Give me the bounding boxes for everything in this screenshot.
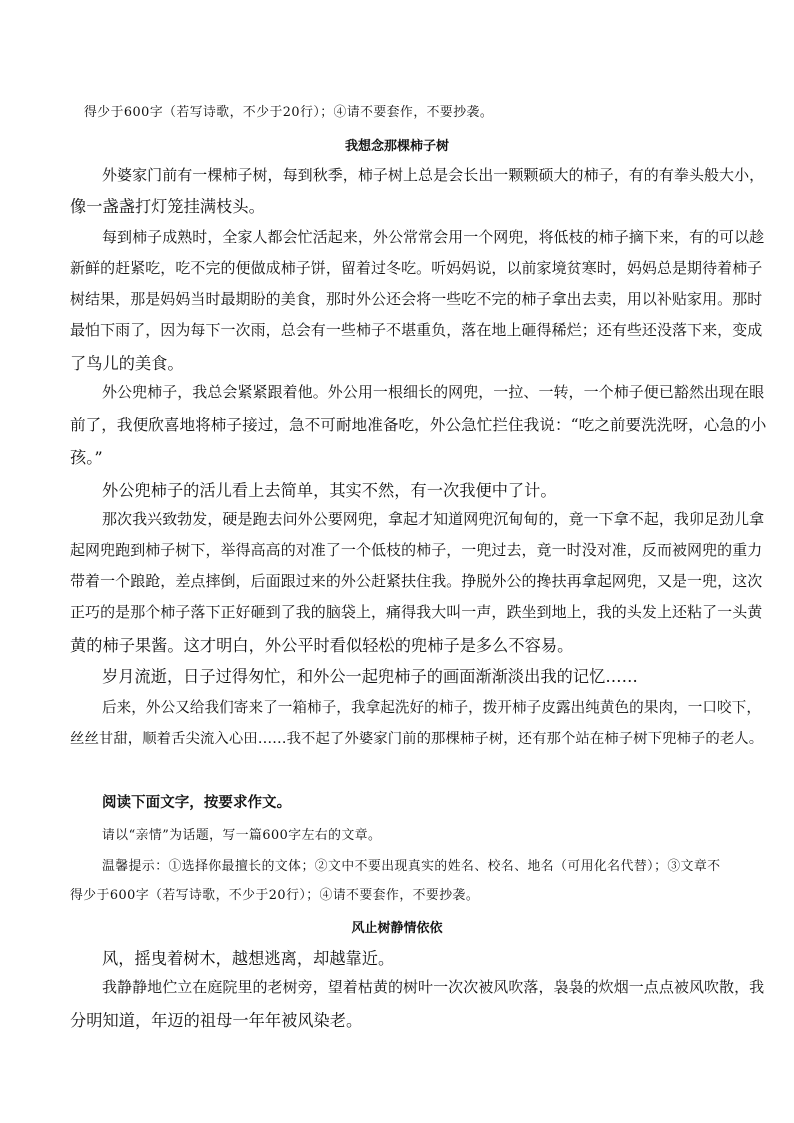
- paragraph-line: 每到柿子成熟时，全家人都会忙活起来，外公常常会用一个网兜，将低枝的柿子摘下来，有的可以趁: [102, 228, 765, 246]
- prompt-heading: 阅读下面文字，按要求作文。: [102, 794, 292, 811]
- paragraph-line: 岁月流逝，日子过得匆忙，和外公一起兜柿子的画面渐渐淡出我的记忆……: [102, 667, 638, 686]
- paragraph-line: 外婆家门前有一棵柿子树，每到秋季，柿子树上总是会长出一颗颗硕大的柿子，有的有拳头般大小，: [102, 166, 765, 184]
- paragraph-line: 孩。”: [70, 448, 103, 467]
- prompt-tips: 得少于600字（若写诗歌，不少于20行）；④请不要套作，不要抄袭。: [70, 888, 480, 903]
- paragraph-line: 起网兜跑到柿子树下，举得高高的对准了一个低枝的柿子，一兜过去，竟一时没对准，反而被网兜的重力: [70, 541, 763, 559]
- paragraph-line: 像一盏盏打灯笼挂满枝头。: [70, 197, 265, 216]
- paragraph-line: 丝丝甘甜，顺着舌尖流入心田……我不起了外婆家门前的那棵柿子树，还有那个站在柿子树下兜柿子的老人。: [70, 731, 764, 747]
- paragraph-line: 黄的柿子果酱。这才明白，外公平时看似轻松的兜柿子是多么不容易。: [70, 636, 574, 655]
- paragraph-line: 分明知道，年迈的祖母一年年被风染老。: [70, 1011, 363, 1030]
- paragraph-line: 正巧的是那个柿子落下正好砸到了我的脑袋上，痛得我大叫一声，跌坐到地上，我的头发上还粘了一头黄: [70, 603, 763, 621]
- paragraph-line: 树结果，那是妈妈当时最期盼的美食，那时外公还会将一些吃不完的柿子拿出去卖，用以补贴家用。那时: [70, 290, 763, 308]
- paragraph-line: 那次我兴致勃发，硬是跑去问外公要网兜，拿起才知道网兜沉甸甸的，竟一下拿不起，我卯足劲儿拿: [102, 510, 765, 528]
- paragraph-line: 前了，我便欣喜地将柿子接过，急不可耐地准备吃，外公急忙拦住我说：“吃之前要洗洗呀，心急的小: [70, 416, 767, 434]
- paragraph-line: 外公兜柿子，我总会紧紧跟着他。外公用一根细长的网兜，一拉、一转，一个柿子便已豁然出现在眼: [102, 383, 765, 401]
- paragraph-line: 外公兜柿子的活儿看上去简单，其实不然，有一次我便中了计。: [102, 481, 557, 500]
- essay-title: 风止树静情依依: [351, 921, 443, 936]
- prompt-tips: 温馨提示：①选择你最擅长的文体；②文中不要出现真实的姓名、校名、地名（可用化名代替）；③文章不: [102, 859, 721, 874]
- paragraph-line: 我静静地伫立在庭院里的老树旁，望着枯黄的树叶一次次被风吹落，袅袅的炊烟一点点被风吹散，我: [102, 978, 765, 996]
- paragraph-line: 了鸟儿的美食。: [70, 354, 184, 373]
- paragraph-line: 风，摇曳着树木，越想逃离，却越靠近。: [102, 949, 395, 968]
- prompt-tips-tail: 得少于600字（若写诗歌，不少于20行）；④请不要套作，不要抄袭。: [84, 105, 494, 120]
- prompt-instruction: 请以“亲情”为话题，写一篇600字左右的文章。: [102, 828, 382, 843]
- paragraph-line: 新鲜的赶紧吃，吃不完的便做成柿子饼，留着过冬吃。听妈妈说，以前家境贫寒时，妈妈总是期待着柿子: [70, 259, 763, 277]
- paragraph-line: 带着一个踉跄，差点摔倒，后面跟过来的外公赶紧扶住我。挣脱外公的搀扶再拿起网兜，又是一兜，这次: [70, 572, 763, 590]
- essay-title: 我想念那棵柿子树: [344, 139, 449, 154]
- paragraph-line: 最怕下雨了，因为每下一次雨，总会有一些柿子不堪重负，落在地上砸得稀烂；还有些还没落下来，变成: [70, 321, 763, 339]
- paragraph-line: 后来，外公又给我们寄来了一箱柿子，我拿起洗好的柿子，拨开柿子皮露出纯黄色的果肉，一口咬下，: [102, 699, 761, 716]
